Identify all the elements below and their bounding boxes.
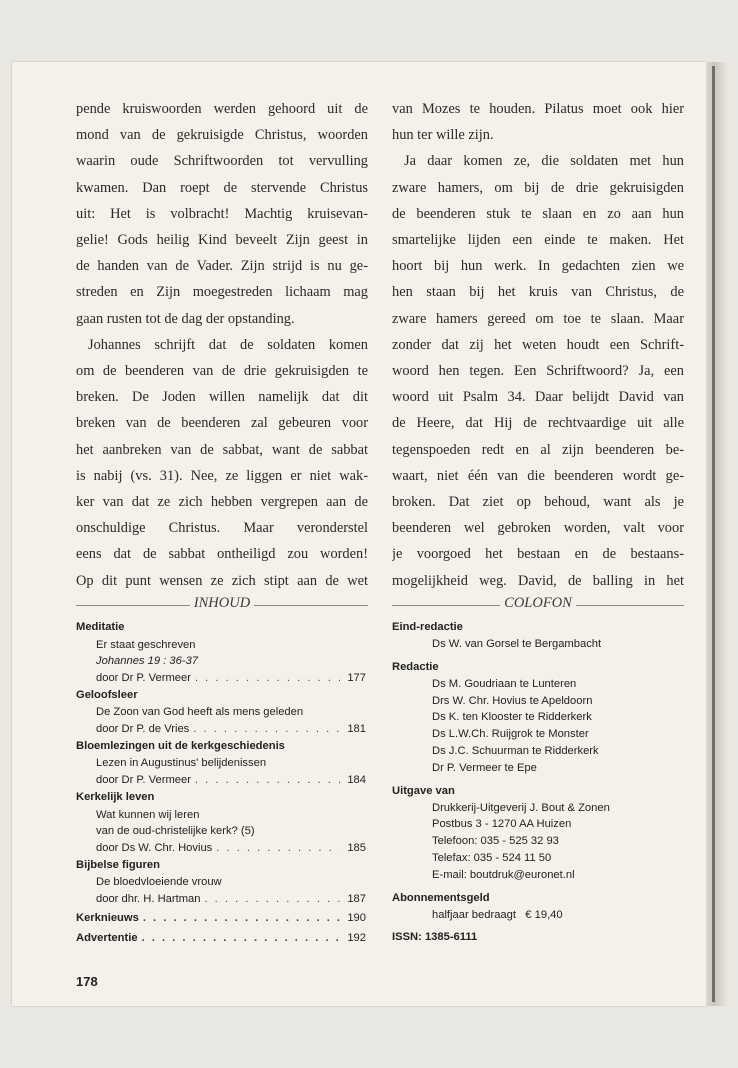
text-line: hen staan bij het kruis van Christus, de [392,284,684,301]
colofon-line: Telefax: 035 - 524 11 50 [432,851,552,864]
toc-article-title: van de oud-christelijke kerk? (5) [96,825,255,838]
text-line: tegenspoeden redt en al zijn beenderen be- [392,441,684,458]
colofon-heading-text: COLOFON [500,595,576,611]
toc-entry[interactable] [76,928,366,948]
toc-page-number: 177 [347,672,366,685]
colofon-line: Postbus 3 - 1270 AA Huizen [432,818,572,831]
toc-article-title: De bloedvloeiende vrouw [96,876,222,889]
colofon-line: Dr P. Vermeer te Epe [432,761,537,774]
text-line: breken van de beenderen zal gebeuren voor [76,415,368,432]
table-of-contents [76,619,366,948]
right-text-column [392,96,684,594]
text-line: Ja daar komen ze, die soldaten met hun [404,153,684,170]
toc-page-number: 184 [347,774,366,787]
dot-leader [216,840,340,857]
binding-line [712,66,715,1002]
toc-article-title: Lezen in Augustinus' belijdenissen [96,757,267,770]
text-line: streden en Zijn moegestreden lichaam mag [76,284,368,301]
text-line: het aanbreken van de sabbat, want de sabbat [76,441,368,458]
colofon-block [392,619,684,946]
text-line: broken. Dat ziet op behoud, want als je [392,494,684,511]
text-line: woord uit Psalm 34. Daar belijdt David van [392,389,684,406]
colofon-section-title: Abonnementsgeld [392,891,490,904]
toc-entry[interactable] [76,908,366,928]
text-line: waart, niet één van die beenderen wordt ge- [392,467,684,484]
text-line: hoort bij hun werk. In gedachten zien we [392,258,684,275]
toc-author: door Dr P. Vermeer [96,672,191,685]
text-line: gaan rusten tot de dag der opstanding. [76,310,295,327]
colofon-section-title: Redactie [392,660,439,673]
text-line: de Heere, dat Hij de rechtvaardige uit alle [392,415,684,432]
text-line: waarin oude Schriftwoorden tot vervulling [76,153,368,170]
toc-author: door dhr. H. Hartman [96,893,201,906]
text-line: Johannes schrijft dat de soldaten komen [88,336,368,353]
text-line: om de beenderen van de drie gekruisigden te [76,363,368,380]
left-text-column [76,96,368,594]
toc-article-title: Wat kunnen wij leren [96,808,200,821]
dot-leader [193,721,340,738]
toc-page-number: 192 [347,932,366,945]
colofon-line: Ds W. van Gorsel te Bergambacht [432,638,602,650]
dot-leader [204,891,340,908]
text-line: zware hamers, om bij de drie gekruisigden [392,179,684,196]
toc-section-title: Bijbelse figuren [76,858,160,871]
toc-section-title: Kerkelijk leven [76,791,155,804]
text-line: ker van dat ze zich hebben vergrepen aan de [76,494,368,511]
page-number: 178 [76,974,98,989]
toc-section-title: Kerknieuws [76,912,139,925]
text-line: is nabij (vs. 31). Nee, ze liggen er niet wak- [76,467,368,484]
text-line: de beenderen stuk te slaan en zo aan hun [392,205,684,222]
toc-entry[interactable] [76,670,366,687]
text-line: kwamen. Dan roept de stervende Christus [76,179,368,196]
text-line: uit: Het is volbracht! Machtig kruisevan- [76,205,368,222]
toc-article-subtitle: Johannes 19 : 36-37 [96,655,199,668]
text-line: mond van de gekruisigde Christus, woorden [76,127,368,144]
colofon-line: halfjaar bedraagt € 19,40 [432,908,563,921]
text-line: beenderen wel gebroken worden, valt voor [392,520,684,537]
colofon-line: Drs W. Chr. Hovius te Apeldoorn [432,694,593,707]
text-line: de handen van de Vader. Zijn strijd is nu ge- [76,258,368,275]
text-line: woord hen tegen. Een Schriftwoord? Ja, een [392,363,684,380]
toc-article-title: Er staat geschreven [96,638,196,651]
toc-page-number: 185 [347,842,366,855]
colofon-line: Drukkerij-Uitgeverij J. Bout & Zonen [432,801,610,814]
toc-section-title: Meditatie [76,621,125,633]
text-line: gelie! Gods heilig Kind beveelt Zijn geest in [76,232,368,249]
dot-leader [142,928,340,948]
colofon-section-title: Eind-redactie [392,621,463,633]
colofon-line: Ds J.C. Schuurman te Ridderkerk [432,744,599,757]
dot-leader [195,772,340,789]
text-line: je voorgoed het bestaan en de bestaans- [392,546,684,563]
toc-author: door Dr P. de Vries [96,723,190,736]
inhoud-heading-text: INHOUD [190,595,254,611]
colofon-line: Telefoon: 035 - 525 32 93 [432,835,559,848]
email-link[interactable]: E-mail: boutdruk@euronet.nl [432,868,575,881]
toc-section-title: Bloemlezingen uit de kerkgeschiedenis [76,739,285,752]
text-line: eens dat de sabbat ontheiligd zou worden! [76,546,368,563]
text-line: zonder dat zij het weten houdt een Schrift- [392,336,684,353]
colofon-line: Ds L.W.Ch. Ruijgrok te Monster [432,728,589,741]
toc-entry[interactable] [76,840,366,857]
toc-entry[interactable] [76,772,366,789]
text-line: van Mozes te houden. Pilatus moet ook hier [392,101,684,117]
toc-page-number: 187 [347,893,366,906]
toc-section-title: Advertentie [76,932,138,945]
toc-author: door Ds W. Chr. Hovius [96,842,213,855]
colofon-heading [392,595,684,615]
dot-leader [195,670,340,687]
colofon-section-title: Uitgave van [392,784,455,797]
toc-page-number: 190 [347,912,366,925]
text-line: Op dit punt wensen ze zich stipt aan de wet [76,572,368,589]
issn: ISSN: 1385-6111 [392,931,478,944]
toc-entry[interactable] [76,721,366,738]
toc-section-title: Geloofsleer [76,688,138,701]
toc-entry[interactable] [76,891,366,908]
text-line: onschuldige Christus. Maar veronderstel [76,520,368,537]
text-line: breken. De Joden willen namelijk dat dit [76,389,368,406]
toc-article-title: De Zoon van God heeft als mens geleden [96,706,304,719]
colofon-line: Ds K. ten Klooster te Ridderkerk [432,711,592,724]
colofon-line: Ds M. Goudriaan te Lunteren [432,677,577,690]
toc-page-number: 181 [347,723,366,736]
page-edge [706,62,728,1006]
text-line: mogelijkheid weg. David, de balling in het [392,572,684,589]
text-line: hun ter wille zijn. [392,127,494,144]
inhoud-heading [76,595,368,615]
text-line: pende kruiswoorden werden gehoord uit de [76,101,368,117]
dot-leader [143,908,340,928]
text-line: smartelijke lijden een einde te maken. Het [392,232,684,249]
text-line: zware hamers gereed om toe te slaan. Maar [392,310,684,327]
toc-author: door Dr P. Vermeer [96,774,191,787]
